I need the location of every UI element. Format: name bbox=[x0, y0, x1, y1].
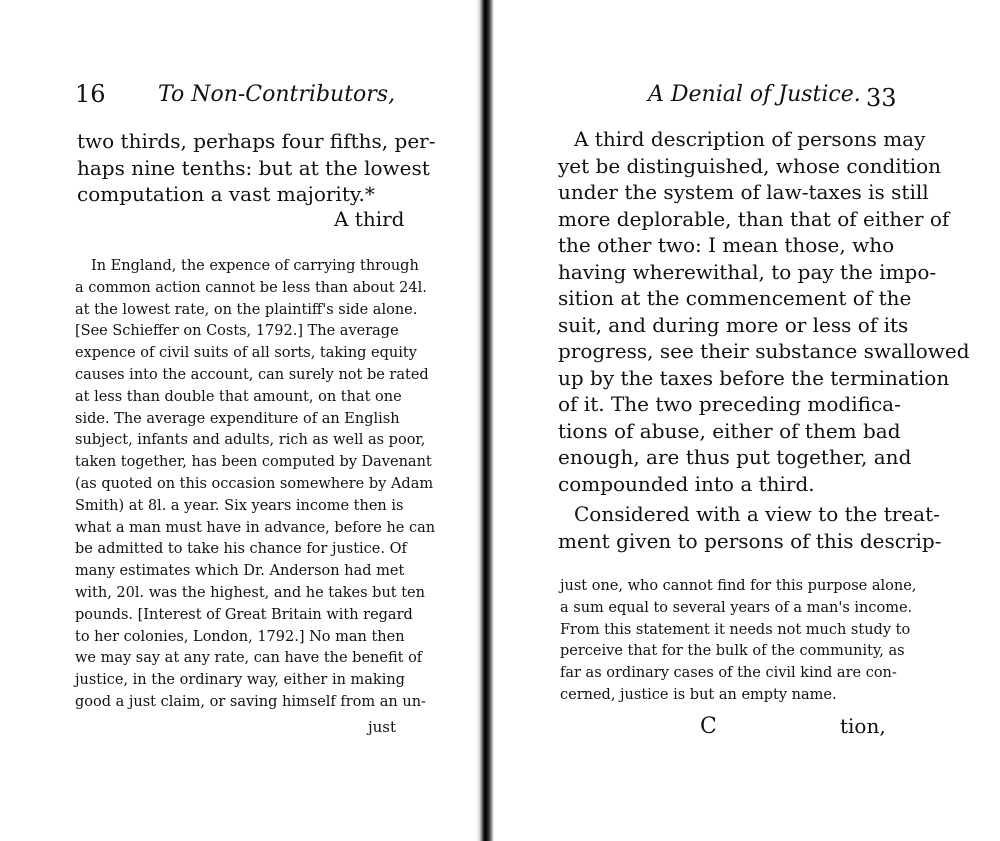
footnote-line: a sum equal to several years of a man's income. bbox=[560, 599, 913, 616]
text-line: progress, see their substance swallowed bbox=[558, 339, 970, 363]
right-body-text bbox=[558, 126, 970, 554]
footnote-line: Smith) at 8l. a year. Six years income then is bbox=[75, 497, 404, 514]
text-line: having wherewithal, to pay the impo- bbox=[558, 259, 937, 284]
left-running-head: To Non-Contributors, bbox=[158, 82, 396, 107]
text-line: Considered with a view to the treat- bbox=[574, 502, 940, 526]
right-page-number: 33 bbox=[866, 84, 897, 112]
footnote-line: [See Schieffer on Costs, 1792.] The average bbox=[75, 323, 399, 340]
footnote-line: we may say at any rate, can have the benefit of bbox=[75, 650, 423, 667]
right-footnote bbox=[560, 576, 916, 707]
footnote-line: at the lowest rate, on the plaintiff's side alone. bbox=[75, 301, 418, 318]
footnote-line: a common action cannot be less than about 24l. bbox=[75, 279, 427, 296]
footnote-line: (as quoted on this occasion somewhere by Adam bbox=[75, 475, 434, 492]
footnote-line: far as ordinary cases of the civil kind are con- bbox=[560, 665, 897, 682]
left-page-number: 16 bbox=[75, 80, 106, 108]
right-running-head: A Denial of Justice. bbox=[648, 82, 861, 107]
footnote-line: expence of civil suits of all sorts, taking equity bbox=[75, 345, 417, 362]
footnote-line: causes into the account, can surely not be rated bbox=[75, 366, 429, 383]
footnote-line: In England, the expence of carrying through bbox=[91, 258, 419, 274]
left-page bbox=[0, 0, 470, 841]
text-line: sition at the commencement of the bbox=[558, 286, 912, 310]
text-line: the other two: I mean those, who bbox=[558, 233, 895, 257]
footnote-line: From this statement it needs not much study to bbox=[560, 621, 911, 638]
text-line: two thirds, perhaps four fifths, per- bbox=[77, 129, 436, 153]
footnote-line: subject, infants and adults, rich as well as poor, bbox=[75, 432, 426, 449]
footnote-line: justice, in the ordinary way, either in making bbox=[75, 672, 405, 689]
footnote-line: perceive that for the bulk of the community, as bbox=[560, 643, 905, 660]
footnote-line: with, 20l. was the highest, and he takes but ten bbox=[75, 584, 425, 601]
footnote-line: cerned, justice is but an empty name. bbox=[560, 686, 837, 703]
right-catchword-bottom: tion, bbox=[840, 714, 886, 738]
footnote-line: side. The average expenditure of an English bbox=[75, 410, 400, 427]
footnote-line: be admitted to take his chance for justice. Of bbox=[75, 541, 407, 558]
text-line: compounded into a third. bbox=[558, 471, 815, 496]
left-footnote bbox=[75, 256, 435, 714]
left-body-text bbox=[77, 128, 435, 208]
footnote-line: to her colonies, London, 1792.] No man then bbox=[75, 628, 405, 645]
text-line: suit, and during more or less of its bbox=[558, 312, 909, 337]
text-line: more deplorable, than that of either of bbox=[558, 206, 950, 231]
footnote-line: pounds. [Interest of Great Britain with regard bbox=[75, 606, 413, 623]
text-line: yet be distinguished, whose condition bbox=[558, 153, 942, 178]
text-line: computation a vast majority.* bbox=[77, 182, 375, 206]
right-page bbox=[490, 0, 1000, 841]
footnote-line: taken together, has been computed by Davenant bbox=[75, 454, 432, 471]
text-line: enough, are thus put together, and bbox=[558, 445, 912, 469]
text-line: A third description of persons may bbox=[574, 127, 926, 151]
footnote-line: many estimates which Dr. Anderson had met bbox=[75, 563, 405, 580]
left-catchword-top: A third bbox=[334, 207, 405, 231]
right-signature-mark: C bbox=[700, 714, 717, 739]
text-line: tions of abuse, either of them bad bbox=[558, 418, 901, 443]
footnote-line: good a just claim, or saving himself from an un- bbox=[75, 693, 426, 710]
left-catchword-bottom: just bbox=[368, 718, 397, 736]
text-line: of it. The two preceding modifica- bbox=[558, 392, 901, 416]
footnote-line: at less than double that amount, on that one bbox=[75, 388, 402, 405]
footnote-line: just one, who cannot find for this purpose alone, bbox=[560, 578, 917, 594]
text-line: haps nine tenths: but at the lowest bbox=[77, 155, 430, 180]
footnote-line: what a man must have in advance, before he can bbox=[75, 519, 436, 536]
text-line: ment given to persons of this descrip- bbox=[558, 528, 942, 553]
text-line: under the system of law-taxes is still bbox=[558, 180, 929, 204]
text-line: up by the taxes before the termination bbox=[558, 365, 950, 390]
